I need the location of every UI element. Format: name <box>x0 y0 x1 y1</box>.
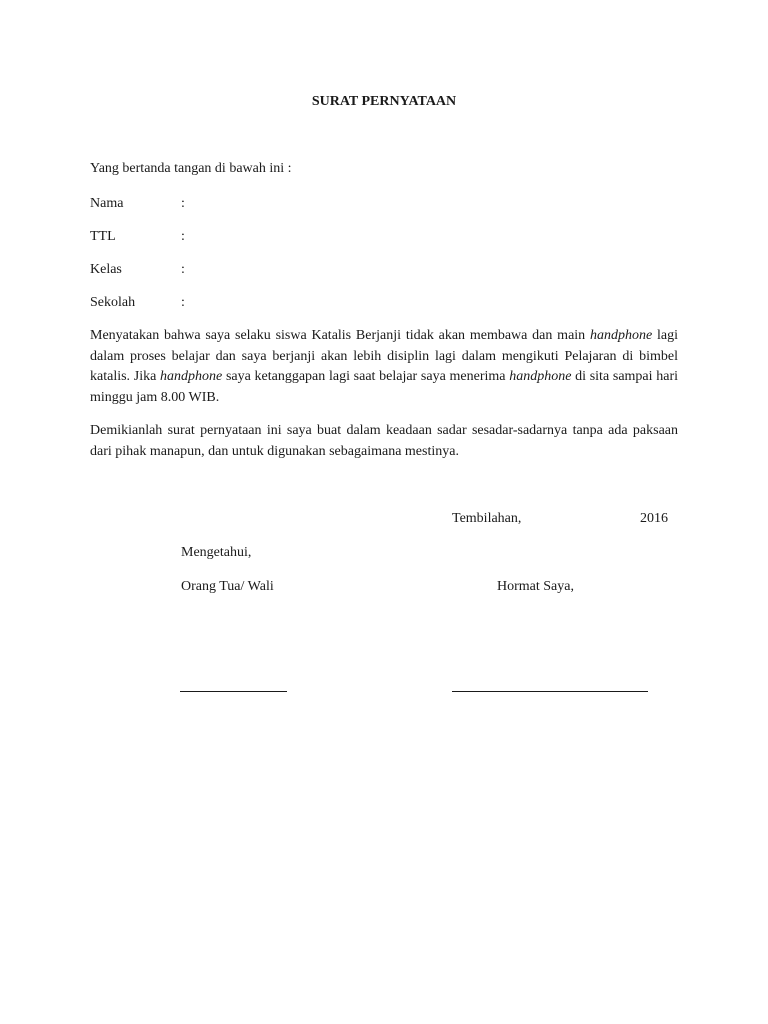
field-colon-kelas: : <box>181 262 185 277</box>
statement-text-1: Menyatakan bahwa saya selaku siswa Katalis Berjanji tidak akan membawa dan main <box>90 328 590 343</box>
field-colon-sekolah: : <box>181 295 185 310</box>
document-title: SURAT PERNYATAAN <box>311 94 457 109</box>
field-colon-nama: : <box>181 196 185 211</box>
field-label-kelas: Kelas <box>90 262 122 277</box>
statement-italic-1: handphone <box>589 328 653 343</box>
statement-text-4: di sita sampai hari minggu jam 8.00 WIB. <box>90 369 678 405</box>
statement-italic-3: handphone <box>509 369 572 384</box>
statement-italic-2: handphone <box>160 369 223 384</box>
statement-paragraph <box>90 326 678 408</box>
field-label-sekolah: Sekolah <box>90 295 136 310</box>
acknowledged-label: Mengetahui, <box>181 545 252 560</box>
field-label-ttl: TTL <box>90 229 116 244</box>
statement-text-3: saya ketanggapan lagi saat belajar saya menerima <box>222 369 510 384</box>
closing-paragraph: Demikianlah surat pernyataan ini saya buat dalam keadaan sadar sesadar-sadarnya tanpa ada paksaan dari pihak manapun, dan untuk digunakan sebagaimana mestinya. <box>90 423 678 459</box>
signer-signature-line <box>452 691 648 692</box>
parent-signature-label: Orang Tua/ Wali <box>181 579 274 594</box>
field-label-nama: Nama <box>90 196 124 211</box>
field-colon-ttl: : <box>181 229 185 244</box>
statement-text-2: lagi dalam proses belajar dan saya berjanji akan lebih disiplin lagi dalam mengikuti Pelajaran di bimbel katalis. Jika <box>90 328 678 384</box>
year-text: 2016 <box>640 511 668 526</box>
place-text: Tembilahan, <box>452 511 522 526</box>
parent-signature-line <box>180 691 287 692</box>
intro-text: Yang bertanda tangan di bawah ini : <box>90 161 292 176</box>
signer-signature-label: Hormat Saya, <box>497 579 574 594</box>
